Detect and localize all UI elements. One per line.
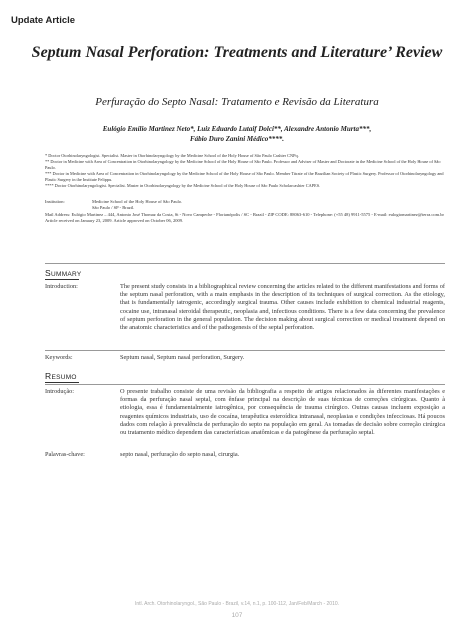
received-dates: Article received on January 23, 2009. Article approved on October 06, 2009. xyxy=(45,217,184,223)
article-title-portuguese: Perfuração do Septo Nasal: Tratamento e Revisão da Literatura xyxy=(95,96,379,108)
mail-address: Mail Address: Eulógio Martinez – 444, Antonio José Thomaz da Costa, St - Novo Campeche - Florianópolis / SC - Brazil - ZIP CODE: 88063-610 - Telephone: (+55 48) 9911-5575 - E-mail: eulogiomartinez@terra.com.br xyxy=(45,211,445,217)
summary-keywords xyxy=(45,354,445,363)
heading-underline xyxy=(45,382,79,383)
keywords-text: septo nasal, perfuração do septo nasal, cirurgia. xyxy=(120,451,240,458)
summary-introduction xyxy=(45,283,445,346)
institution-info xyxy=(45,199,445,224)
institution-line-1: Medicine School of the Holy House of São Paulo. xyxy=(92,199,183,204)
intro-text: O presente trabalho consiste de uma revisão da bibliografia a respeito de artigos relacionados às diferentes manifestações e formas da perfuração nasal septal, com ênfase principal na descrição de suas técnicas de correções cirúrgicas. Quanto à etiologia, essa é fundamentalmente iatrogênica, por consequência de trauma cirúrgico. Outras causas incluem exposição a reagentes químicos industriais, uso de cocaína, terapêutica esteroídica intranasal, neoplasias e condições infecciosas. Há poucos dados com relação à prevalência de perfuração do septo na população em geral. As tomadas de decisão sobre correção cirúrgica ou tratamento médico dependem das características anatômicas e da patogênese da perfuração septal. xyxy=(120,388,445,437)
keywords-label: Palavras-chave: xyxy=(45,451,85,458)
keywords-label: Keywords: xyxy=(45,354,73,361)
author-list xyxy=(40,124,434,144)
section-label: Update Article xyxy=(11,15,76,26)
institution-label: Institution: xyxy=(45,199,65,204)
keywords-text: Septum nasal, Septum nasal perforation, Surgery. xyxy=(120,354,245,361)
affiliation-note: * Doctor Otorhinolaryngologist. Specialist. Master in Otorhinolaryngology by the Medicine School of the Holy House of São Paulo Cashier CNPq. xyxy=(45,153,299,158)
page-number: 107 xyxy=(231,612,243,619)
resumo-introduction xyxy=(45,388,445,444)
divider xyxy=(45,350,445,351)
affiliation-note: ** Doctor in Medicine with Area of Concentration in Otorhinolaryngology by the Medicine School of the Holy House of São Paulo. Professor and Adviser of Master and Doctorate in the Medicine School of the Holy House of São Paulo. xyxy=(45,159,441,171)
intro-text: The present study consists in a bibliographical review concerning the articles related to the different manifestations and forms of the septum nasal perforation, with a main emphasis in the description of its techniques of surgical correction. As the etiology, that is fundamentally iatrogenic, accordingly surgical trauma. Other causes include exhibition to chemical industrial reagents, cocaine use, intranasal steroidal therapeutic, neoplasia and, infectious conditions. There is a few data concerning the prevalence of septum perforation in the general population. The decision making about surgical correction or medical treatment depend on the anatomic characteristics and of the pathogenesis of the septal perforation. xyxy=(120,283,445,332)
resumo-heading: RESUMO xyxy=(45,371,77,381)
authors-line-2: Fábio Duro Zanini Médico****. xyxy=(189,135,285,143)
intro-label: Introdução: xyxy=(45,388,75,395)
authors-line-1: Eulógio Emílio Martinez Neto*, Luiz Eduardo Lutaif Dolci**, Alexandre Antonio Murta***, xyxy=(102,125,372,133)
journal-citation: Intl. Arch. Otorhinolaryngol., São Paulo - Brazil, v.14, n.1, p. 100-112, Jan/Feb/March - 2010. xyxy=(134,601,340,607)
institution-line-2: São Paulo / SP - Brazil. xyxy=(92,205,135,211)
affiliation-notes xyxy=(45,153,445,190)
article-title: Septum Nasal Perforation: Treatments and Literature’ Review xyxy=(31,44,443,61)
heading-underline xyxy=(45,279,79,280)
divider xyxy=(45,263,445,264)
divider xyxy=(45,384,445,385)
affiliation-note: *** Doctor in Medicine with Area of Concentration in Otorhinolaryngology by the Medicine School of the Holy House of São Paulo. Member Titrate of the Brazilian Society of Plastic Surgery. Professor of Otorhinolaryngology and Plastic Surgery in the Institute Felippu. xyxy=(45,171,444,183)
summary-heading: SUMMARY xyxy=(45,268,82,278)
intro-label: Introduction: xyxy=(45,283,78,290)
affiliation-note: **** Doctor Otorhinolaryngologist. Specialist. Master in Otorhinolaryngology by the Medicine School of the Holy House of São Paulo Scholarcashier CAPES. xyxy=(45,183,321,189)
resumo-keywords xyxy=(45,451,445,460)
